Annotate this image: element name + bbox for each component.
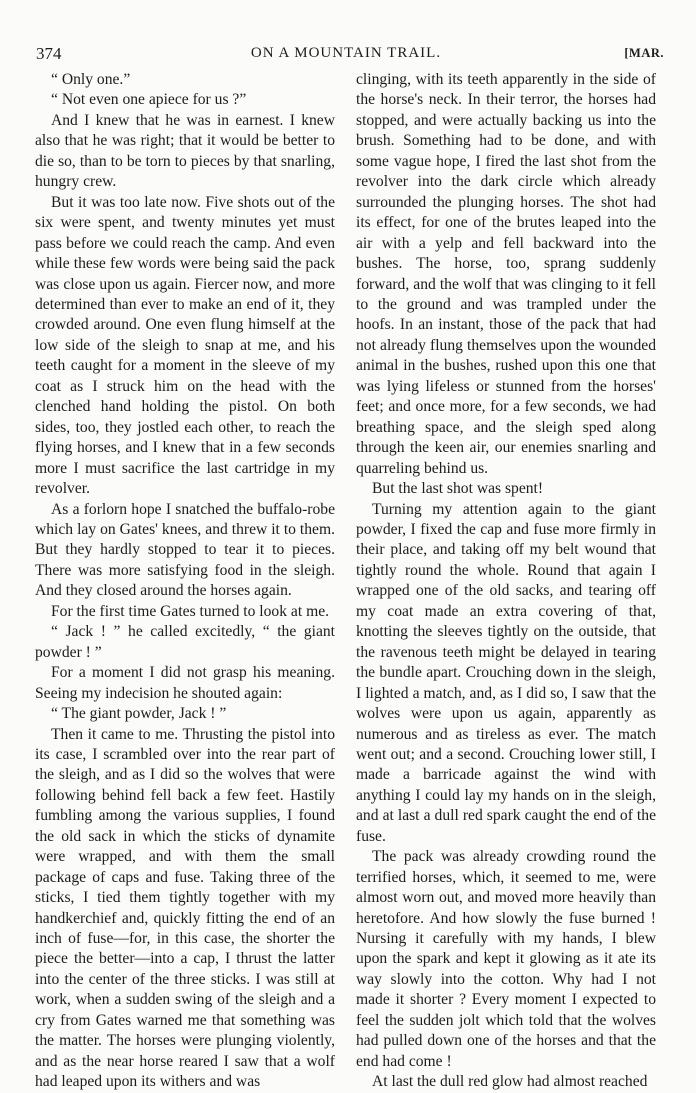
paragraph: For the first time Gates turned to look at me. xyxy=(51,602,330,620)
left-column xyxy=(35,70,335,1093)
paragraph: But it was too late now. Five shots out of the six were spent, and twenty minutes yet must pass before we could reach the camp. And even while these few words were being said the pack was close upon us again. Fiercer now, and more determined than ever to make an end of it, they crowded around. One even flung himself at the low side of the sleigh to snap at me, and his teeth caught for a moment in the sleeve of my coat as I struck him on the head with the clenched hand holding the pistol. On both sides, too, they jostled each other, to reach the flying horses, and I knew that in a few seconds more I must sacrifice the last cartridge in my revolver. xyxy=(35,193,335,498)
right-column xyxy=(356,70,656,1093)
paragraph-continuation: clinging, with its teeth apparently in the side of the horse's neck. In their terror, the horses had stopped, and were actually backing us into the brush. Something had to be done, and with some vague hope, I fired the last shot from the revolver into the dark circle which already surrounded the plunging horses. The shot had its effect, for one of the brutes leaped into the air with a yelp and fell backward into the bushes. The horse, too, sprang suddenly forward, and the wolf that was clinging to it fell to the ground and was trampled under the hoofs. In an instant, those of the pack that had not already flung themselves upon the wounded animal in the bushes, rushed upon this one that was lying lifeless or stunned from the horses' feet; and once more, for a few seconds, we had breathing space, and the sleigh sped along through the keen air, our enemies snarling and quarreling behind us. xyxy=(356,71,656,477)
running-date: [MAR. xyxy=(624,46,664,60)
paragraph: Turning my attention again to the giant powder, I fixed the cap and fuse more firmly in their place, and taking off my belt wound that tightly round the whole. Round that again I wrapped one of the old sacks, and tearing off my coat made an extra covering of that, knotting the sleeves tightly on the outside, that the ravenous teeth might be delayed in tearing the bundle apart. Crouching down in the sleigh, I lighted a match, and, as I did so, I saw that the wolves were upon us again, apparently as numerous and as tireless as ever. The match went out; and a second. Crouching lower still, I made a barricade against the wind with anything I could lay my hands on in the sleigh, and at last a dull red spark caught the end of the fuse. xyxy=(356,500,656,845)
paragraph: Then it came to me. Thrusting the pistol into its case, I scrambled over into the rear part of the sleigh, and as I did so the wolves that were following behind fell back a few feet. Hastily fumbling among the various supplies, I found the old sack in which the sticks of dynamite were wrapped, and with them the small package of caps and fuse. Taking three of the sticks, I tied them tightly together with my handkerchief and, quickly fitting the end of an inch of fuse—for, in this case, the shorter the piece the better—into a cap, I thrust the latter into the center of the three sticks. I was still at work, when a sudden swing of the sleigh and a cry from Gates warned me that something was the matter. The horses were plunging violently, and as the near horse reared I saw that a wolf had leaped upon its withers and was xyxy=(35,725,335,1091)
paragraph: At last the dull red glow had almost reached xyxy=(372,1073,648,1091)
paragraph: The pack was already crowding round the terrified horses, which, it seemed to me, were almost worn out, and moved more heavily than heretofore. And how slowly the fuse burned ! Nursing it carefully with my hands, I blew upon the spark and kept it glowing as it ate its way slowly into the cotton. Why had I not made it shorter ? Every moment I expected to feel the sudden jolt which told that the wolves had pulled down one of the horses and that the end had come ! xyxy=(356,848,656,1070)
paragraph: But the last shot was spent! xyxy=(372,480,544,498)
page-number: 374 xyxy=(36,44,62,63)
paragraph: As a forlorn hope I snatched the buffalo-robe which lay on Gates' knees, and threw it to them. But they hardly stopped to tear it to pieces. There was more satisfying food in the sleigh. And they closed around the horses again. xyxy=(35,500,335,600)
running-header xyxy=(36,44,664,66)
running-title: ON A MOUNTAIN TRAIL. xyxy=(250,45,442,61)
paragraph: “ Not even one apiece for us ?” xyxy=(51,91,247,109)
paragraph: “ The giant powder, Jack ! ” xyxy=(51,705,227,723)
paragraph: “ Only one.” xyxy=(51,71,131,88)
paragraph: For a moment I did not grasp his meaning. Seeing my indecision he shouted again: xyxy=(35,664,335,702)
paragraph: “ Jack ! ” he called excitedly, “ the giant powder ! ” xyxy=(35,623,335,661)
paragraph: And I knew that he was in earnest. I knew also that he was right; that it would be better to die so, than to be torn to pieces by that snarling, hungry crew. xyxy=(35,111,335,191)
